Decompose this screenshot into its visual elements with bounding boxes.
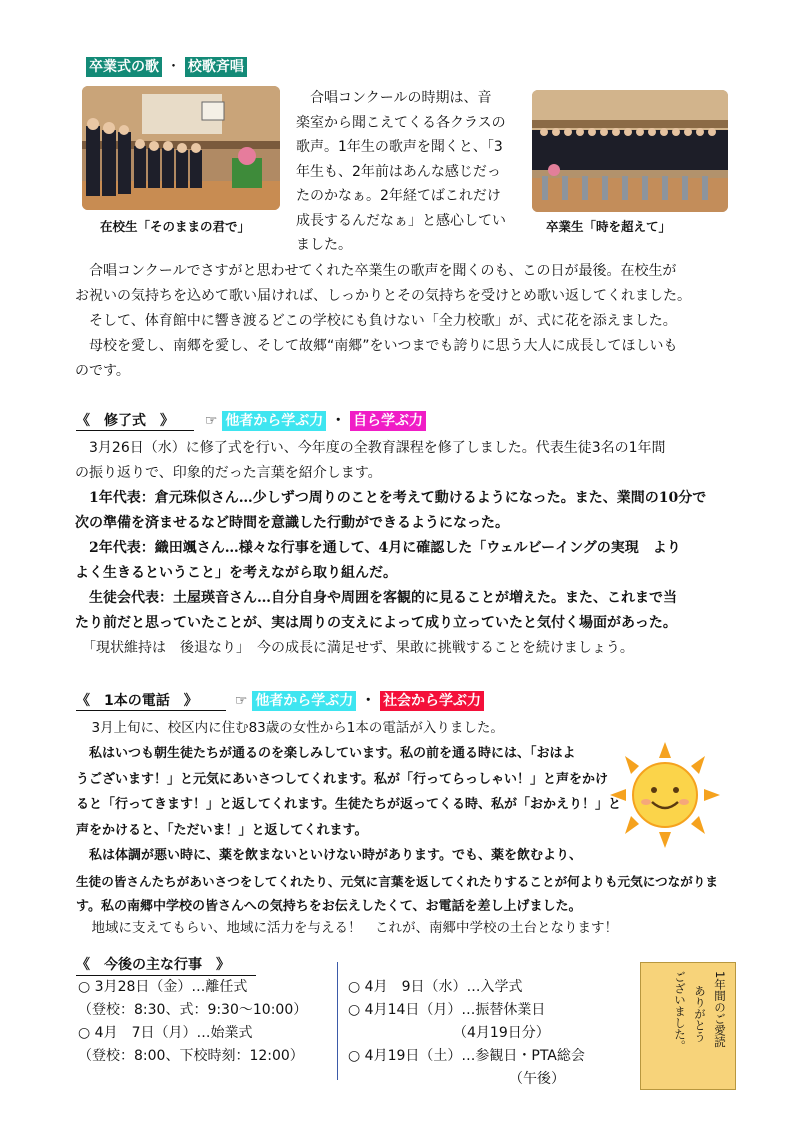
thank-you-note (640, 962, 736, 1090)
upcoming-events-title: 《 今後の主な行事 》 (76, 955, 256, 976)
paragraph-line: 合唱コンクールでさすがと思わせてくれた卒業生の歌声を聞くのも、この日が最後。在校生が (75, 263, 677, 279)
phone-call-header (76, 690, 484, 711)
student-quote-line: よく生きるということ」を考えながら取り組んだ。 (75, 565, 397, 581)
quote-line: 生徒の皆さんたちがあいさつをしてくれたり、元気に言葉を返してくれたりすることが何よりも元気につながりま (76, 873, 719, 889)
student-quote-line: 生徒会代表：土屋瑛音さん…自分自身や周囲を客観的に見ることが増えた。また、これまで当 (75, 590, 677, 606)
intro-line: たのかなぁ。2年経てばこれだけ (296, 188, 501, 204)
right-photo-caption: 卒業生「時を超えて」 (546, 219, 672, 234)
quote-line: うございます！」と元気にあいさつしてくれます。私が「行ってらっしゃい！」と声をかけ (76, 771, 608, 787)
graduation-paragraph (75, 259, 725, 384)
paragraph-line: 3月26日（水）に修了式を行い、今年度の全教育課程を修了しました。代表生徒3名の1年間 (75, 440, 666, 456)
thanks-line: ございました。 (673, 971, 687, 1052)
sun-icon (606, 740, 724, 850)
paragraph-line: の振り返りで、印象的だった言葉を紹介します。 (75, 465, 382, 481)
student-quote-line: 1年代表：倉元珠似さん…少しずつ周りのことを考えて動けるようになった。また、業間の10分で (75, 490, 707, 506)
paragraph-line: 母校を愛し、南郷を愛し、そして故郷“南郷”をいつまでも誇りに思う大人に成長してほしいも (75, 338, 678, 354)
event-item: （登校：8:00、下校時刻：12:00） (78, 1048, 304, 1064)
intro-line: 年生も、2年前はあんな感じだっ (296, 163, 501, 180)
events-right-column (348, 976, 585, 1091)
events-left-column (78, 976, 307, 1068)
student-quote-line: 次の準備を済ませるなど時間を意識した行動ができるようになった。 (75, 515, 509, 531)
learn-from-society-tag: 社会から学ぶ力 (380, 691, 484, 711)
event-item: （午後） (348, 1071, 565, 1087)
intro-line: ました。 (296, 237, 352, 253)
section-title: 《 1本の電話 》 (76, 690, 226, 711)
pointing-hand-icon: ☞ (204, 413, 218, 429)
closing-ceremony-header (76, 410, 426, 431)
learn-from-others-tag: 他者から学ぶ力 (222, 411, 326, 431)
section-title: 《 修了式 》 (76, 410, 194, 431)
thanks-line: 1年間のご愛読 (713, 971, 727, 1048)
closing-message: 「現状維持は 後退なり」 今の成長に満足せず、果敢に挑戦することを続けましょう。 (75, 640, 634, 656)
intro-line: 歌声。1年生の歌声を聞くと、「3 (296, 139, 503, 155)
tag-separator: ・ (361, 693, 376, 709)
event-item: ○ 4月 7日（月）…始業式 (78, 1025, 253, 1041)
song-section-header (86, 56, 247, 77)
tag-separator: ・ (166, 59, 181, 75)
community-message: 地域に支えてもらい、地域に活力を与える！ これが、南郷中学校の土台となります！ (78, 920, 618, 936)
graduates-photo (532, 90, 728, 212)
event-item: ○ 4月19日（土）…参観日・PTA総会 (348, 1048, 585, 1064)
thanks-line: ありがとう (693, 985, 707, 1043)
song-tag: 卒業式の歌 (86, 57, 162, 77)
tag-separator: ・ (331, 413, 346, 429)
event-item: （登校：8:30、式：9:30～10:00） (78, 1002, 308, 1018)
paragraph-line: お祝いの気持ちを込めて歌い届ければ、しっかりとその気持ちを受けとめ歌い返してくれました。 (75, 288, 691, 304)
intro-line: 成長するんだなぁ」と感心してい (296, 212, 506, 229)
closing-ceremony-body (75, 436, 725, 661)
event-item: ○ 4月14日（月）…振替休業日 (348, 1002, 546, 1018)
quote-line: す。私の南郷中学校の皆さんへの気持ちをお伝えしたくて、お電話を差し上げました。 (76, 899, 582, 914)
current-students-photo (82, 86, 280, 210)
intro-line: 楽室から聞こえてくる各クラスの (296, 114, 506, 131)
events-divider (337, 962, 338, 1080)
paragraph-line: そして、体育館中に響き渡るどこの学校にも負けない「全力校歌」が、式に花を添えました。 (75, 313, 677, 329)
event-item: （4月19日分） (348, 1025, 550, 1041)
school-song-tag: 校歌斉唱 (185, 57, 247, 77)
quote-line: ると「行ってきます！」と返してくれます。生徒たちが返ってくる時、私が「おかえり！」と (76, 797, 621, 812)
pointing-hand-icon: ☞ (234, 693, 248, 709)
student-quote-line: たり前だと思っていたことが、実は周りの支えによって成り立っていたと気付く場面があった。 (75, 615, 677, 631)
event-item: ○ 3月28日（金）…離任式 (78, 979, 248, 995)
chorus-intro (296, 86, 528, 258)
student-quote-line: 2年代表：織田颯さん…様々な行事を通して、4月に確認した「ウェルビーイングの実現 より (75, 540, 681, 556)
intro-line: 合唱コンクールの時期は、音 (296, 90, 492, 106)
learn-from-others-tag: 他者から学ぶ力 (252, 691, 356, 711)
quote-line: 私は体調が悪い時に、薬を飲まないといけない時があります。でも、薬を飲むより、 (76, 848, 582, 863)
left-photo-caption: 在校生「そのままの君で」 (100, 219, 251, 234)
self-learning-tag: 自ら学ぶ力 (350, 411, 426, 431)
event-item: ○ 4月 9日（水）…入学式 (348, 979, 523, 995)
quote-line: 私はいつも朝生徒たちが通るのを楽しみしています。私の前を通る時には、「おはよ (76, 746, 576, 761)
quote-line: 声をかけると、「ただいま！」と返してくれます。 (76, 822, 368, 838)
paragraph-line: のです。 (75, 363, 130, 379)
phone-call-intro: 3月上旬に、校区内に住む83歳の女性から1本の電話が入りました。 (78, 720, 504, 736)
